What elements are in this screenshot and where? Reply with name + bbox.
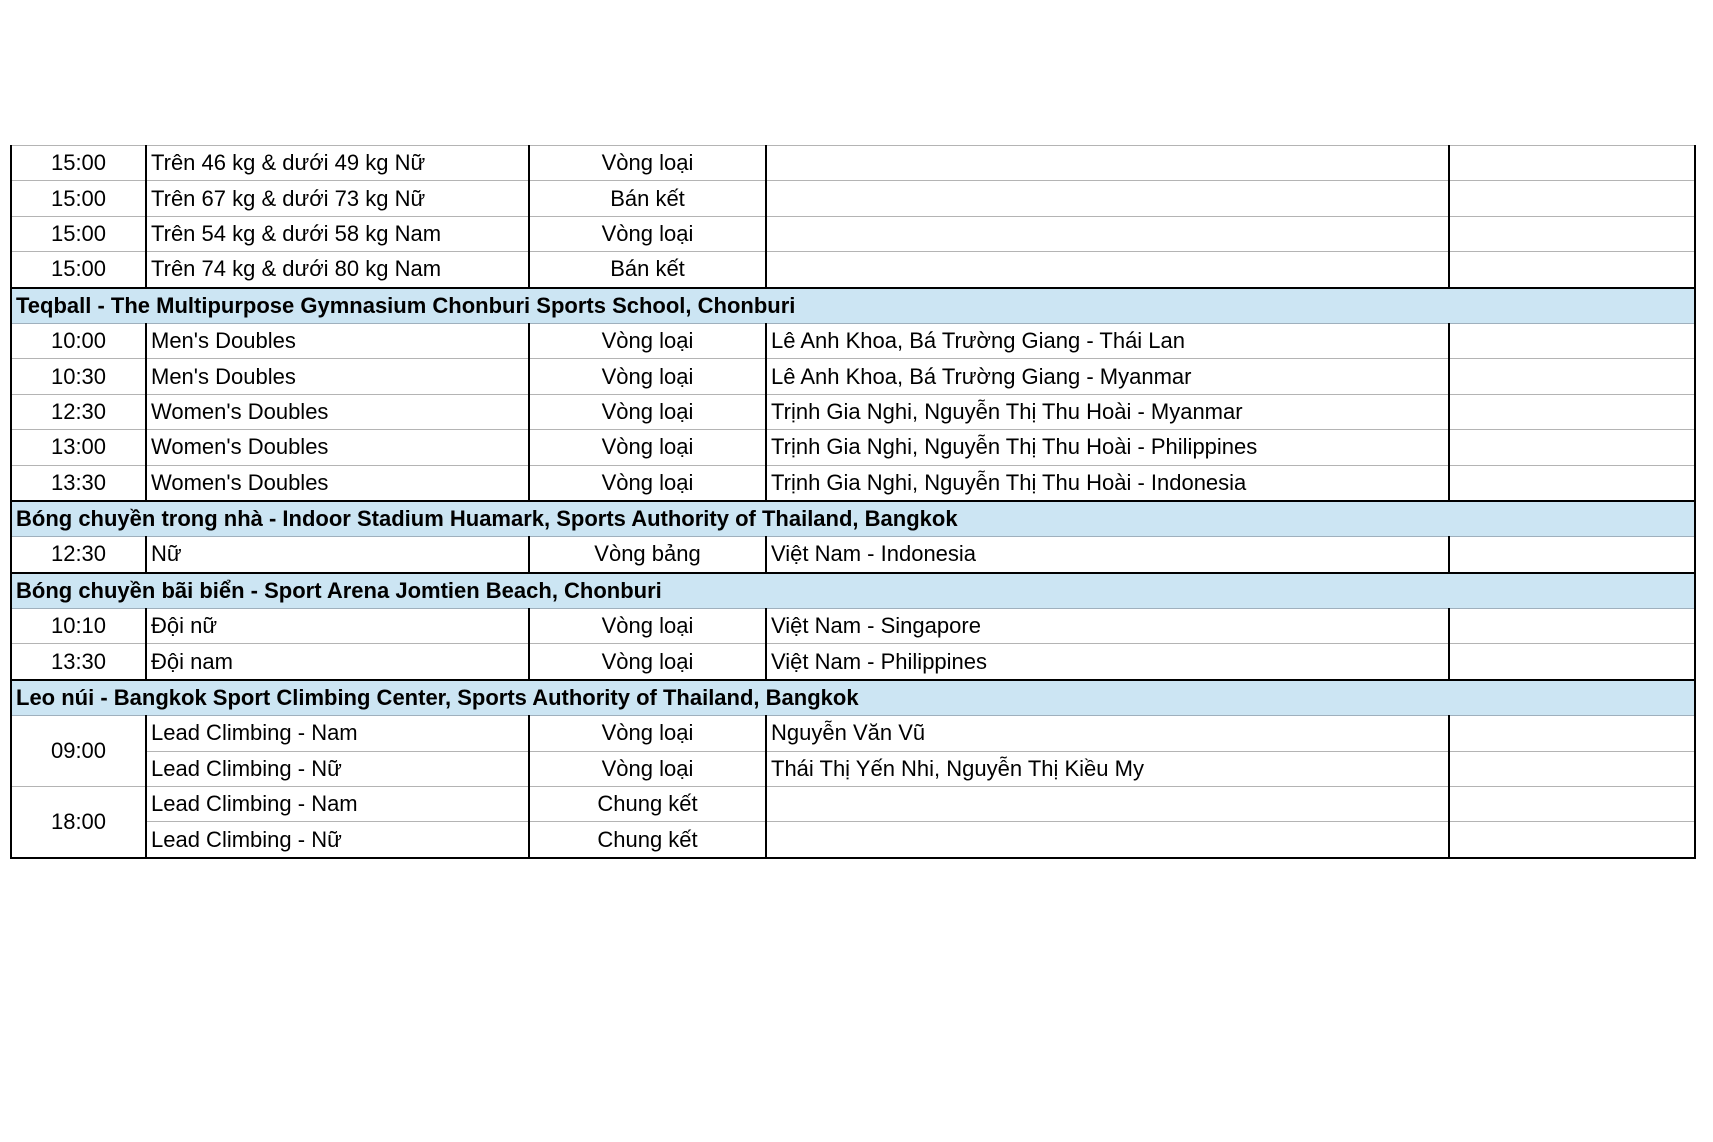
round-cell: Vòng loại	[529, 359, 766, 394]
athletes-cell: Trịnh Gia Nghi, Nguyễn Thị Thu Hoài - Indonesia	[766, 465, 1449, 501]
section-title: Bóng chuyền bãi biển - Sport Arena Jomtien Beach, Chonburi	[11, 573, 1695, 609]
time-cell: 18:00	[11, 787, 146, 858]
time-cell: 15:00	[11, 146, 146, 181]
table-row	[11, 787, 1695, 822]
time-cell: 15:00	[11, 252, 146, 288]
round-cell: Vòng loại	[529, 216, 766, 251]
athletes-cell: Trịnh Gia Nghi, Nguyễn Thị Thu Hoài - Myanmar	[766, 394, 1449, 429]
time-cell: 13:00	[11, 430, 146, 465]
table-row	[11, 181, 1695, 216]
time-cell: 12:30	[11, 394, 146, 429]
section-header-beach-volleyball	[11, 573, 1695, 609]
table-row	[11, 465, 1695, 501]
round-cell: Vòng loại	[529, 430, 766, 465]
extra-cell	[1449, 146, 1695, 181]
round-cell: Vòng loại	[529, 609, 766, 644]
event-cell: Đội nữ	[146, 609, 529, 644]
extra-cell	[1449, 394, 1695, 429]
table-row	[11, 430, 1695, 465]
table-row	[11, 609, 1695, 644]
athletes-cell	[766, 181, 1449, 216]
round-cell: Chung kết	[529, 787, 766, 822]
section-header-climbing	[11, 680, 1695, 716]
round-cell: Vòng bảng	[529, 537, 766, 573]
athletes-cell	[766, 216, 1449, 251]
athletes-cell: Việt Nam - Singapore	[766, 609, 1449, 644]
time-cell: 10:00	[11, 323, 146, 358]
extra-cell	[1449, 359, 1695, 394]
event-cell: Lead Climbing - Nữ	[146, 822, 529, 858]
table-row	[11, 751, 1695, 786]
event-cell: Nữ	[146, 537, 529, 573]
round-cell: Chung kết	[529, 822, 766, 858]
athletes-cell	[766, 146, 1449, 181]
round-cell: Vòng loại	[529, 465, 766, 501]
time-cell: 09:00	[11, 716, 146, 787]
athletes-cell: Nguyễn Văn Vũ	[766, 716, 1449, 751]
table-row	[11, 716, 1695, 751]
event-cell: Women's Doubles	[146, 465, 529, 501]
table-row	[11, 822, 1695, 858]
event-cell: Trên 46 kg & dưới 49 kg Nữ	[146, 146, 529, 181]
extra-cell	[1449, 644, 1695, 680]
round-cell: Vòng loại	[529, 394, 766, 429]
extra-cell	[1449, 323, 1695, 358]
table-row	[11, 252, 1695, 288]
round-cell: Vòng loại	[529, 716, 766, 751]
table-row	[11, 146, 1695, 181]
athletes-cell: Trịnh Gia Nghi, Nguyễn Thị Thu Hoài - Philippines	[766, 430, 1449, 465]
extra-cell	[1449, 252, 1695, 288]
event-cell: Lead Climbing - Nam	[146, 787, 529, 822]
round-cell: Bán kết	[529, 181, 766, 216]
extra-cell	[1449, 716, 1695, 751]
time-cell: 15:00	[11, 216, 146, 251]
time-cell: 13:30	[11, 644, 146, 680]
round-cell: Vòng loại	[529, 323, 766, 358]
event-cell: Lead Climbing - Nam	[146, 716, 529, 751]
section-title: Teqball - The Multipurpose Gymnasium Chonburi Sports School, Chonburi	[11, 288, 1695, 324]
athletes-cell: Việt Nam - Indonesia	[766, 537, 1449, 573]
section-title: Leo núi - Bangkok Sport Climbing Center, Sports Authority of Thailand, Bangkok	[11, 680, 1695, 716]
athletes-cell: Thái Thị Yến Nhi, Nguyễn Thị Kiều My	[766, 751, 1449, 786]
extra-cell	[1449, 216, 1695, 251]
event-cell: Đội nam	[146, 644, 529, 680]
athletes-cell: Lê Anh Khoa, Bá Trường Giang - Myanmar	[766, 359, 1449, 394]
event-cell: Trên 54 kg & dưới 58 kg Nam	[146, 216, 529, 251]
athletes-cell	[766, 787, 1449, 822]
event-cell: Women's Doubles	[146, 430, 529, 465]
table-row	[11, 537, 1695, 573]
round-cell: Vòng loại	[529, 146, 766, 181]
event-cell: Trên 74 kg & dưới 80 kg Nam	[146, 252, 529, 288]
athletes-cell: Lê Anh Khoa, Bá Trường Giang - Thái Lan	[766, 323, 1449, 358]
schedule-table	[10, 145, 1696, 859]
time-cell: 12:30	[11, 537, 146, 573]
event-cell: Men's Doubles	[146, 359, 529, 394]
round-cell: Vòng loại	[529, 751, 766, 786]
time-cell: 15:00	[11, 181, 146, 216]
round-cell: Bán kết	[529, 252, 766, 288]
time-cell: 10:30	[11, 359, 146, 394]
table-row	[11, 394, 1695, 429]
time-cell: 10:10	[11, 609, 146, 644]
athletes-cell	[766, 252, 1449, 288]
table-row	[11, 644, 1695, 680]
section-header-teqball	[11, 288, 1695, 324]
event-cell: Trên 67 kg & dưới 73 kg Nữ	[146, 181, 529, 216]
table-row	[11, 359, 1695, 394]
table-row	[11, 323, 1695, 358]
extra-cell	[1449, 465, 1695, 501]
section-title: Bóng chuyền trong nhà - Indoor Stadium Huamark, Sports Authority of Thailand, Bangkok	[11, 501, 1695, 537]
event-cell: Women's Doubles	[146, 394, 529, 429]
time-cell: 13:30	[11, 465, 146, 501]
athletes-cell	[766, 822, 1449, 858]
extra-cell	[1449, 430, 1695, 465]
extra-cell	[1449, 537, 1695, 573]
athletes-cell: Việt Nam - Philippines	[766, 644, 1449, 680]
extra-cell	[1449, 609, 1695, 644]
round-cell: Vòng loại	[529, 644, 766, 680]
extra-cell	[1449, 181, 1695, 216]
event-cell: Men's Doubles	[146, 323, 529, 358]
extra-cell	[1449, 787, 1695, 822]
section-header-indoor-volleyball	[11, 501, 1695, 537]
extra-cell	[1449, 822, 1695, 858]
table-row	[11, 216, 1695, 251]
extra-cell	[1449, 751, 1695, 786]
event-cell: Lead Climbing - Nữ	[146, 751, 529, 786]
